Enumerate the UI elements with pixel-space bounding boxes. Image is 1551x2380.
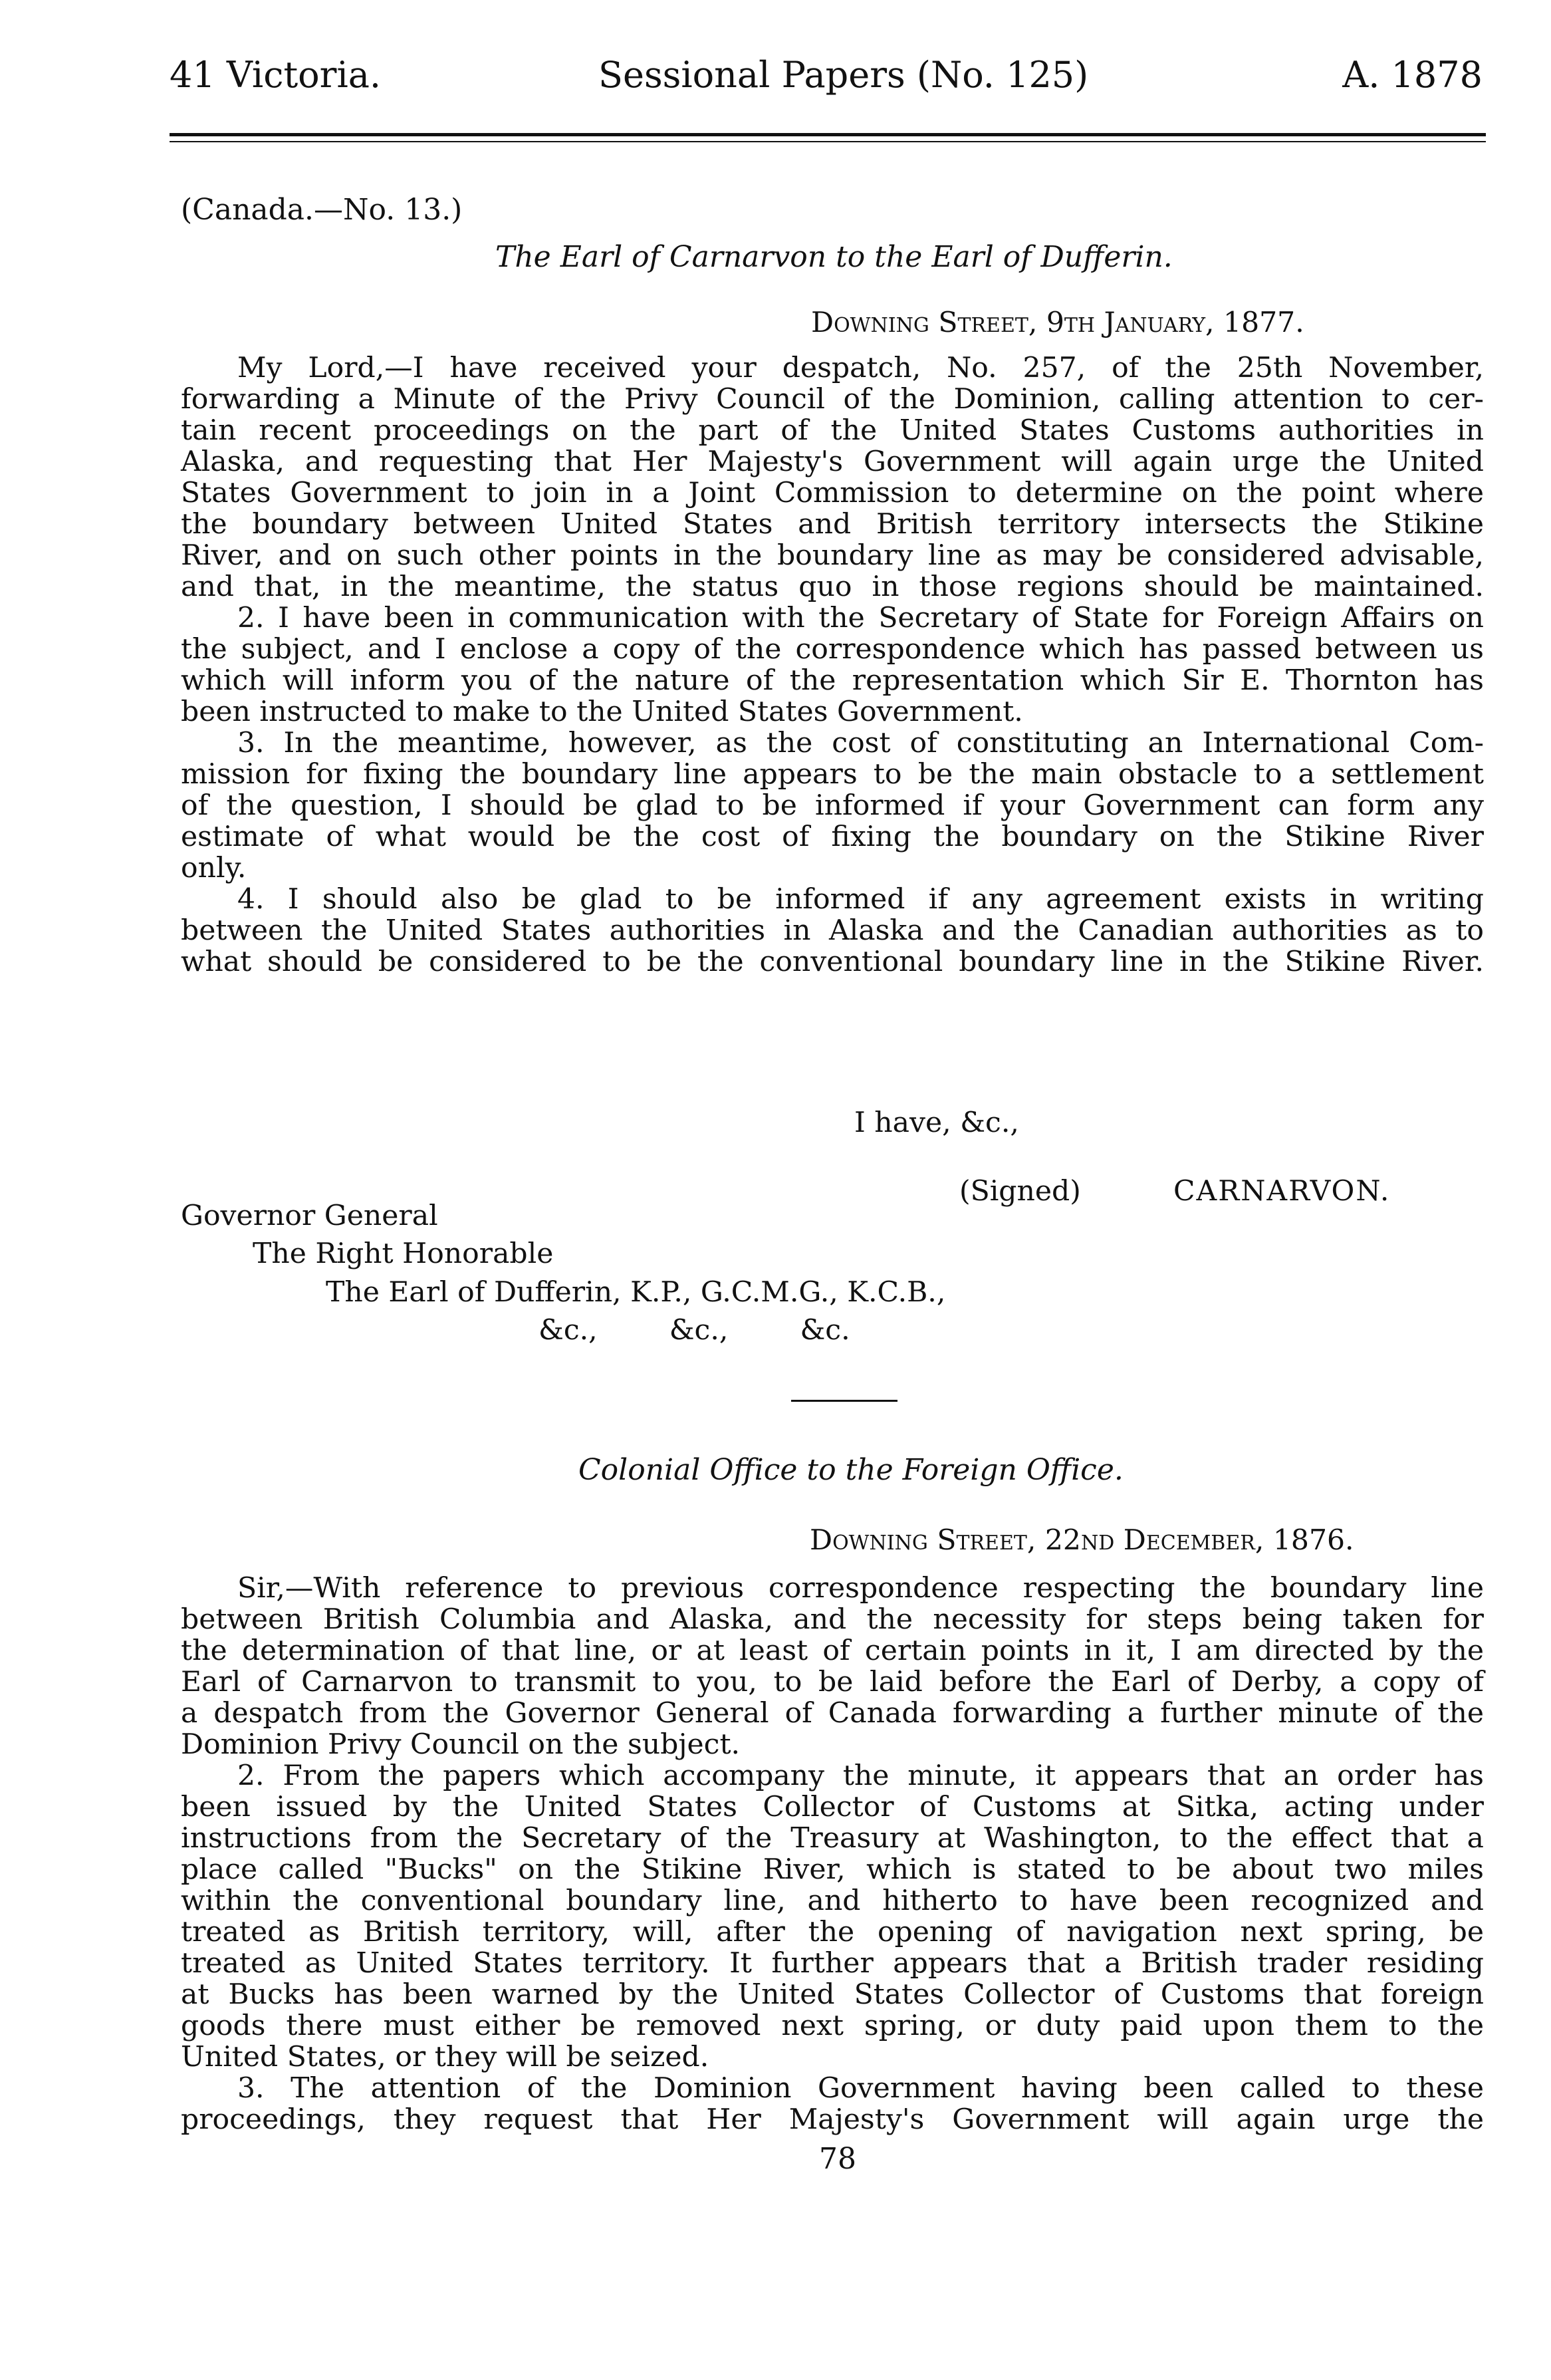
body-line: within the conventional boundary line, and hitherto to have been recognized and	[181, 1885, 1484, 1917]
body-line: 2. From the papers which accompany the minute, it appears that an order has	[237, 1760, 1484, 1792]
body-line: only.	[181, 852, 247, 884]
body-line: at Bucks has been warned by the United States Collector of Customs that foreign	[181, 1978, 1484, 2011]
body-line: 3. The attention of the Dominion Government having been called to these	[237, 2072, 1484, 2105]
section-divider	[791, 1400, 897, 1402]
letter-dateline: Downing Street, 22nd December, 1876.	[810, 1524, 1354, 1557]
body-line: 3. In the meantime, however, as the cost of constituting an International Com-	[237, 727, 1484, 759]
body-line: place called "Bucks" on the Stikine River, which is stated to be about two miles	[181, 1853, 1484, 1886]
header-paper-title: Sessional Papers (No. 125)	[598, 54, 1089, 96]
body-line: between British Columbia and Alaska, and the necessity for steps being taken for	[181, 1603, 1484, 1636]
body-line: been instructed to make to the United States Government.	[181, 696, 1023, 728]
body-line: goods there must either be removed next spring, or duty paid upon them to the	[181, 2010, 1484, 2042]
body-line: tain recent proceedings on the part of the United States Customs authorities in	[181, 414, 1484, 447]
body-line: a despatch from the Governor General of Canada forwarding a further minute of the	[181, 1697, 1484, 1730]
letter-body	[181, 1573, 1484, 2135]
letter-dateline: Downing Street, 9th January, 1877.	[811, 307, 1304, 339]
body-line: mission for fixing the boundary line appears to be the main obstacle to a settlement	[181, 758, 1484, 791]
body-line: between the United States authorities in Alaska and the Canadian authorities as to	[181, 914, 1484, 947]
body-line: States Government to join in a Joint Commission to determine on the point where	[181, 477, 1484, 509]
body-line: Earl of Carnarvon to transmit to you, to be laid before the Earl of Derby, a copy of	[181, 1666, 1484, 1698]
letter-body	[181, 352, 1484, 978]
body-line: treated as British territory, will, after the opening of navigation next spring, be	[181, 1916, 1484, 1948]
header-rule	[170, 133, 1486, 136]
body-line: River, and on such other points in the boundary line as may be considered advisable,	[181, 539, 1484, 572]
header-rule-thin	[170, 141, 1486, 142]
letter-closing: I have, &c.,	[854, 1107, 1019, 1139]
signed-label: (Signed)	[959, 1175, 1081, 1208]
header-session: 41 Victoria.	[170, 54, 382, 96]
page-number: 78	[819, 2142, 856, 2176]
body-line: proceedings, they request that Her Majesty's Government will again urge the	[181, 2103, 1484, 2136]
body-line: 4. I should also be glad to be informed if any agreement exists in writing	[237, 883, 1484, 916]
body-line: Dominion Privy Council on the subject.	[181, 1728, 741, 1761]
body-line: the subject, and I enclose a copy of the correspondence which has passed between us	[181, 633, 1484, 666]
letter-title: The Earl of Carnarvon to the Earl of Dufferin.	[495, 240, 1173, 274]
body-line: which will inform you of the nature of the representation which Sir E. Thornton has	[181, 664, 1484, 697]
body-line: been issued by the United States Collector of Customs at Sitka, acting under	[181, 1791, 1484, 1823]
body-line: the determination of that line, or at least of certain points in it, I am directed by the	[181, 1635, 1484, 1667]
body-line: and that, in the meantime, the status quo in those regions should be maintained.	[181, 571, 1484, 603]
addressee-line: &c., &c., &c.	[538, 1314, 850, 1347]
letter-reference: (Canada.—No. 13.)	[181, 193, 463, 227]
body-line: Alaska, and requesting that Her Majesty's Government will again urge the United	[181, 446, 1484, 478]
body-line: My Lord,—I have received your despatch, No. 257, of the 25th November,	[237, 352, 1484, 384]
body-line: the boundary between United States and British territory intersects the Stikine	[181, 508, 1484, 541]
signature: CARNARVON.	[1173, 1175, 1391, 1208]
addressee-line: Governor General	[181, 1200, 438, 1232]
body-line: treated as United States territory. It further appears that a British trader residing	[181, 1947, 1484, 1980]
addressee-line: The Right Honorable	[253, 1238, 554, 1270]
body-line: instructions from the Secretary of the Treasury at Washington, to the effect that a	[181, 1822, 1484, 1855]
body-line: Sir,—With reference to previous correspondence respecting the boundary line	[237, 1572, 1484, 1605]
body-line: forwarding a Minute of the Privy Council of the Dominion, calling attention to cer-	[181, 383, 1484, 416]
body-line: 2. I have been in communication with the Secretary of State for Foreign Affairs on	[237, 602, 1484, 634]
body-line: estimate of what would be the cost of fixing the boundary on the Stikine River	[181, 821, 1484, 853]
header-volume: A. 1878	[1342, 54, 1483, 96]
running-header	[170, 52, 1483, 112]
letter-title: Colonial Office to the Foreign Office.	[578, 1453, 1124, 1487]
body-line: what should be considered to be the conventional boundary line in the Stikine River.	[181, 946, 1484, 978]
body-line: of the question, I should be glad to be informed if your Government can form any	[181, 789, 1484, 822]
addressee-line: The Earl of Dufferin, K.P., G.C.M.G., K.C.B.,	[326, 1276, 946, 1309]
body-line: United States, or they will be seized.	[181, 2041, 709, 2073]
